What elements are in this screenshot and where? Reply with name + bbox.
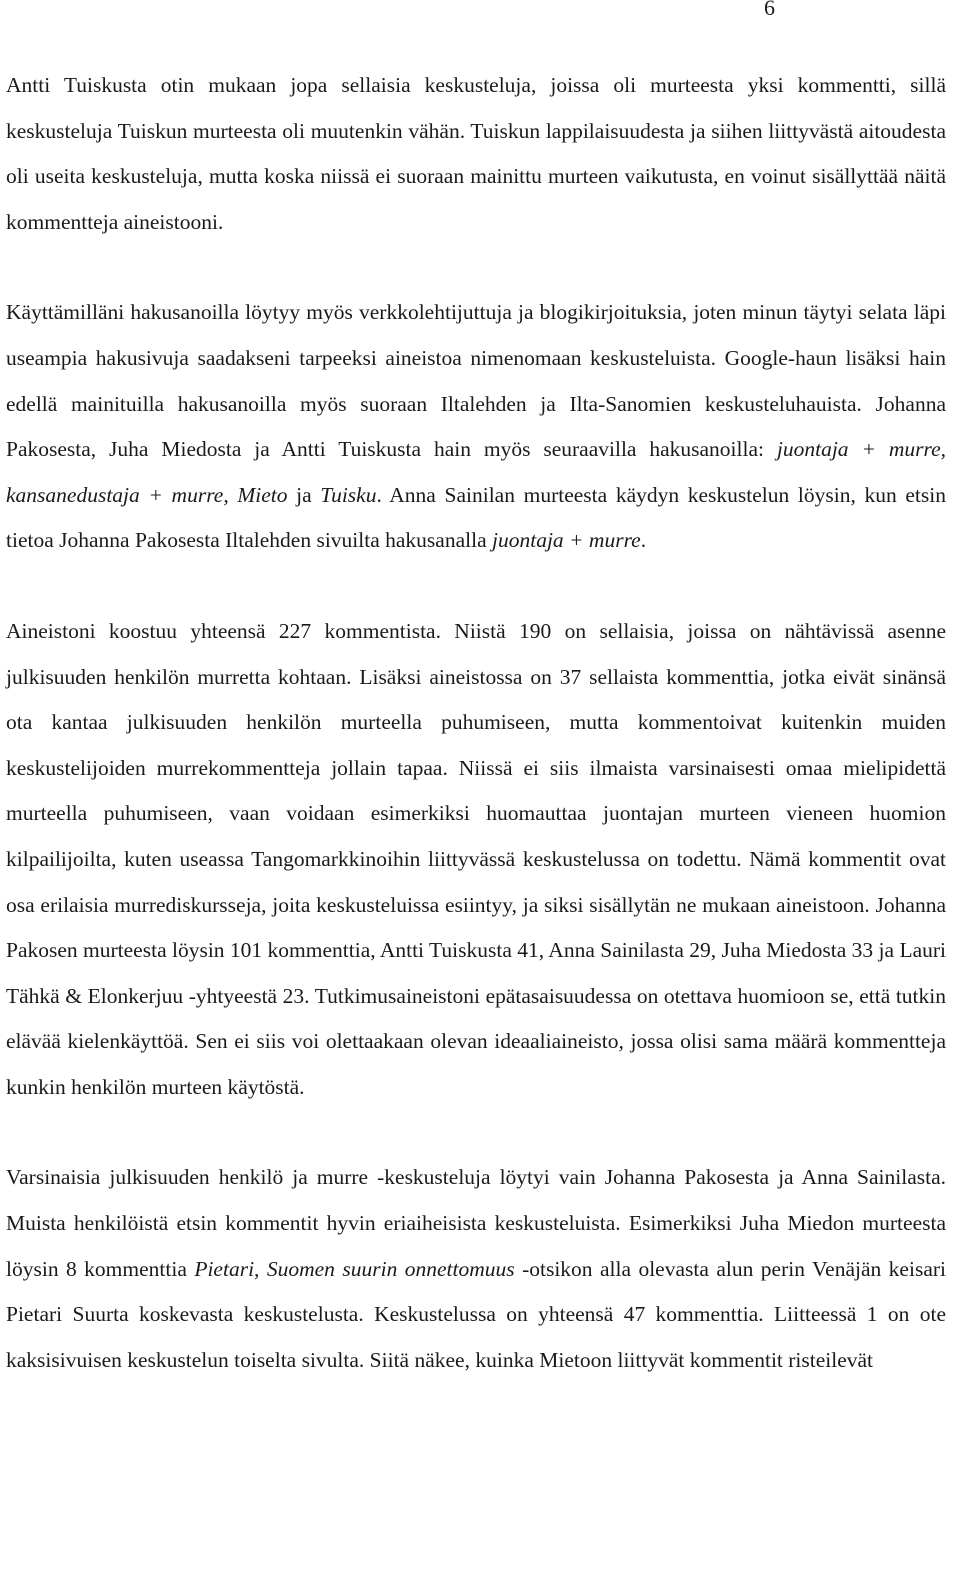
text-segment: . Anna Sainilan murteesta käydyn keskustelun löysin, kun etsin tietoa Johanna Pakosesta Iltalehden sivuilta hakusanalla — [6, 482, 946, 553]
paragraph-3 — [6, 609, 946, 1111]
text-segment: ja — [287, 482, 321, 507]
paragraph-4 — [6, 1155, 946, 1383]
italic-search-term: Tuisku — [320, 482, 377, 507]
paragraph-1 — [6, 63, 946, 245]
italic-search-term: juontaja + murre — [492, 528, 641, 553]
text-segment: -otsikon alla olevasta alun perin Venäjän keisari Pietari Suurta koskevasta keskustelusta. Keskustelussa on yhteensä 47 kommenttia. Liitteessä 1 on ote kaksisivuisen keskustelun toiselta sivulta. Siitä näkee, kuinka Mietoon liittyvät kommentit risteilevät — [6, 1256, 946, 1372]
italic-discussion-title: Pietari, Suomen suurin onnettomuus — [194, 1256, 515, 1281]
paragraph-2 — [6, 290, 946, 564]
italic-search-terms: juontaja + murre, kansanedustaja + murre, Mieto — [6, 437, 946, 507]
page-number: 6 — [764, 0, 775, 20]
text-segment: . — [640, 528, 647, 553]
document-body — [6, 63, 946, 1383]
text-segment: Varsinaisia julkisuuden henkilö ja murre -keskusteluja löytyi vain Johanna Pakosesta ja Anna Sainilasta. Muista henkilöistä etsin kommentit hyvin eriaiheisista keskusteluista. Esimerkiksi Juha Miedon murteesta löysin 8 kommenttia — [6, 1165, 946, 1281]
text-segment: Aineistoni koostuu yhteensä 227 kommentista. Niistä 190 on sellaisia, joissa on nähtävissä asenne julkisuuden henkilön murretta kohtaan. Lisäksi aineistossa on 37 sellaista kommenttia, jotka eivät sinänsä ota kantaa julkisuuden henkilön murteella puhumiseen, mutta kommentoivat kuitenkin muiden keskustelijoiden murrekommentteja jollain tapaa. Niissä ei siis ilmaista varsinaisesti omaa mielipidettä murteella puhumiseen, vaan voidaan esimerkiksi huomauttaa juontajan murteen vieneen huomion kilpailijoilta, kuten useassa Tangomarkkinoihin liittyvässä keskustelussa on todettu. Nämä kommentit ovat osa erilaisia murrediskursseja, joita keskusteluissa esiintyy, ja siksi sisällytän ne mukaan aineistoon. Johanna Pakosen murteesta löysin 101 kommenttia, Antti Tuiskusta 41, Anna Sainilasta 29, Juha Miedosta 33 ja Lauri Tähkä & Elonkerjuu -yhtyeestä 23. Tutkimusaineistoni epätasaisuudessa on otettava huomioon se, että tutkin elävää kielenkäyttöä. Sen ei siis voi olettaakaan olevan ideaaliaineisto, jossa olisi sama määrä kommentteja kunkin henkilön murteen käytöstä. — [6, 618, 946, 1099]
text-segment: Antti Tuiskusta otin mukaan jopa sellaisia keskusteluja, joissa oli murteesta yksi kommentti, sillä keskusteluja Tuiskun murteesta oli muutenkin vähän. Tuiskun lappilaisuudesta ja siihen liittyvästä aitoudesta oli useita keskusteluja, mutta koska niissä ei suoraan mainittu murteen vaikutusta, en voinut sisällyttää näitä kommentteja aineistooni. — [6, 73, 946, 234]
text-segment: Käyttämilläni hakusanoilla löytyy myös verkkolehtijuttuja ja blogikirjoituksia, joten minun täytyi selata läpi useampia hakusivuja saadakseni tarpeeksi aineistoa nimenomaan keskusteluista. Google-haun lisäksi hain edellä mainituilla hakusanoilla myös suoraan Iltalehden ja Ilta-Sanomien keskusteluhauista. Johanna Pakosesta, Juha Miedosta ja Antti Tuiskusta hain myös seuraavilla hakusanoilla: — [6, 300, 946, 462]
